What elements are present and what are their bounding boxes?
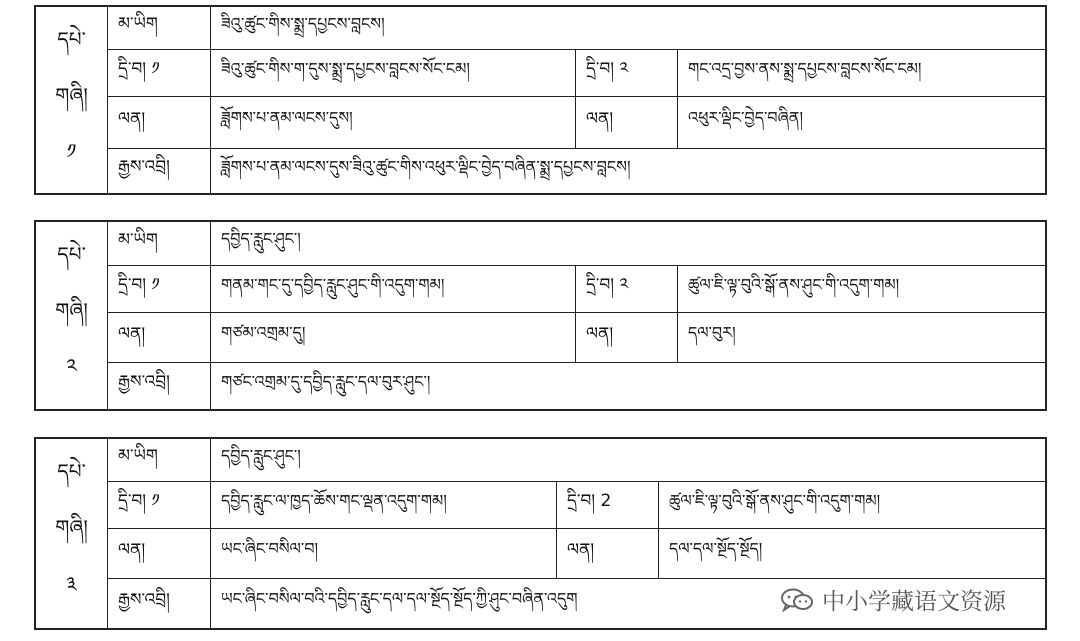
base-sentence-text: ཟིའུ་ཚུང་གིས་སྨྲ་དཔྱངས་བླངས། [210,7,1045,49]
base-sentence-row [108,7,1045,50]
base-sentence-text: དབྱིད་རླུང་ཤུང་། [210,222,1045,265]
answer-1-label: ལན། [118,108,146,129]
watermark [776,583,1010,616]
answer-1-text: གཙམ་འགྲམ་དུ། [210,313,575,362]
question-2-text: གང་འདྲ་བྱས་ནས་སྨྲ་དཔྱངས་བླངས་སོང་ངམ། [677,50,1045,96]
answer-row [108,97,1045,149]
base-sentence-row [108,439,1045,482]
question-2-text: ཚུལ་ཇི་ལྟ་བུའི་སྒོ་ནས་ཤུང་གི་འདུག་གམ། [677,266,1045,312]
answer-1-text: ཟློགས་པ་ནམ་ལངས་དུས། [210,97,575,148]
example-number: དཔེ་ གཞི། ༡ [36,7,108,193]
base-sentence-row [108,222,1045,266]
example-block-2 [34,220,1047,411]
combined-row [108,149,1045,193]
question-1-label: དྲི་བ། ༡ [118,59,160,79]
combined-text: ཡང་ཞིང་བསིལ་བའི་དབྱིད་རླུང་དལ་དལ་སྔོད་སྔོད་ཀྱི་ཤུང་བཞིན་འདུག [210,579,1045,628]
example-number: དཔེ་ གཞི། ༢ [36,222,108,409]
question-1-text: ཟིའུ་ཚུང་གིས་ག་དུས་སྨྲ་དཔྱངས་བླངས་སོང་ངམ། [210,50,575,96]
base-sentence-label: མ་ཡིག [118,229,158,250]
question-1-text: གནམ་གང་དུ་དབྱིད་རླུང་ཤུང་གི་འདུག་གམ། [210,266,575,312]
base-sentence-label: མ་ཡིག [118,14,158,34]
question-2-label: དྲི་བ། ༢ [575,266,677,312]
answer-2-label: ལན། [556,529,658,578]
answer-1-label: ལན། [118,539,146,560]
answer-1-label: ལན། [118,323,146,344]
example-number: དཔེ་ གཞི། ༣ [36,439,108,628]
combined-text: གཙང་འགྲམ་དུ་དབྱིད་རླུང་དལ་བུར་ཤུང་། [210,363,1045,409]
answer-2-text: དལ་དལ་སྔོད་སྔོད། [658,529,1045,578]
question-row [108,50,1045,97]
question-1-text: དབྱིད་རླུང་ལ་ཁྱད་ཆོས་གང་ལྡན་འདུག་གམ། [210,482,556,528]
answer-1-text: ཡང་ཞིང་བསིལ་བ། [210,529,556,578]
question-row [108,482,1045,529]
base-sentence-text: དབྱིད་རླུང་ཤུང་། [210,439,1045,481]
question-2-label: དྲི་བ། ༢ [575,50,677,96]
wechat-icon [780,588,814,612]
combined-text: ཟློགས་པ་ནམ་ལངས་དུས་ཟིའུ་ཚུང་གིས་འཕུར་ལྡིང་བྱེད་བཞིན་སྨྲ་དཔྱངས་བླངས། [210,149,1045,193]
base-sentence-label: མ་ཡིག [118,446,158,466]
question-1-label: དྲི་བ། ༡ [118,275,160,295]
question-row [108,266,1045,313]
answer-row [108,529,1045,579]
answer-row [108,313,1045,363]
question-1-label: དྲི་བ། ༡ [118,491,160,511]
answer-2-label: ལན། [575,97,677,148]
answer-2-label: ལན། [575,313,677,362]
combined-row [108,363,1045,409]
watermark-text: 中小学藏语文资源 [822,589,1006,615]
combined-label: རྒྱས་འབྲི། [118,157,170,177]
combined-label: རྒྱས་འབྲི། [118,372,170,392]
example-block-1 [34,5,1047,195]
question-2-text: ཚུལ་ཇི་ལྟ་བུའི་སྒོ་ནས་ཤུང་གི་འདུག་གམ། [658,482,1045,528]
combined-label: རྒྱས་འབྲི། [118,589,170,610]
question-2-label: དྲི་བ། 2 [556,482,658,528]
answer-2-text: འཕུར་ལྡིང་བྱེད་བཞིན། [677,97,1045,148]
answer-2-text: དལ་བུར། [677,313,1045,362]
